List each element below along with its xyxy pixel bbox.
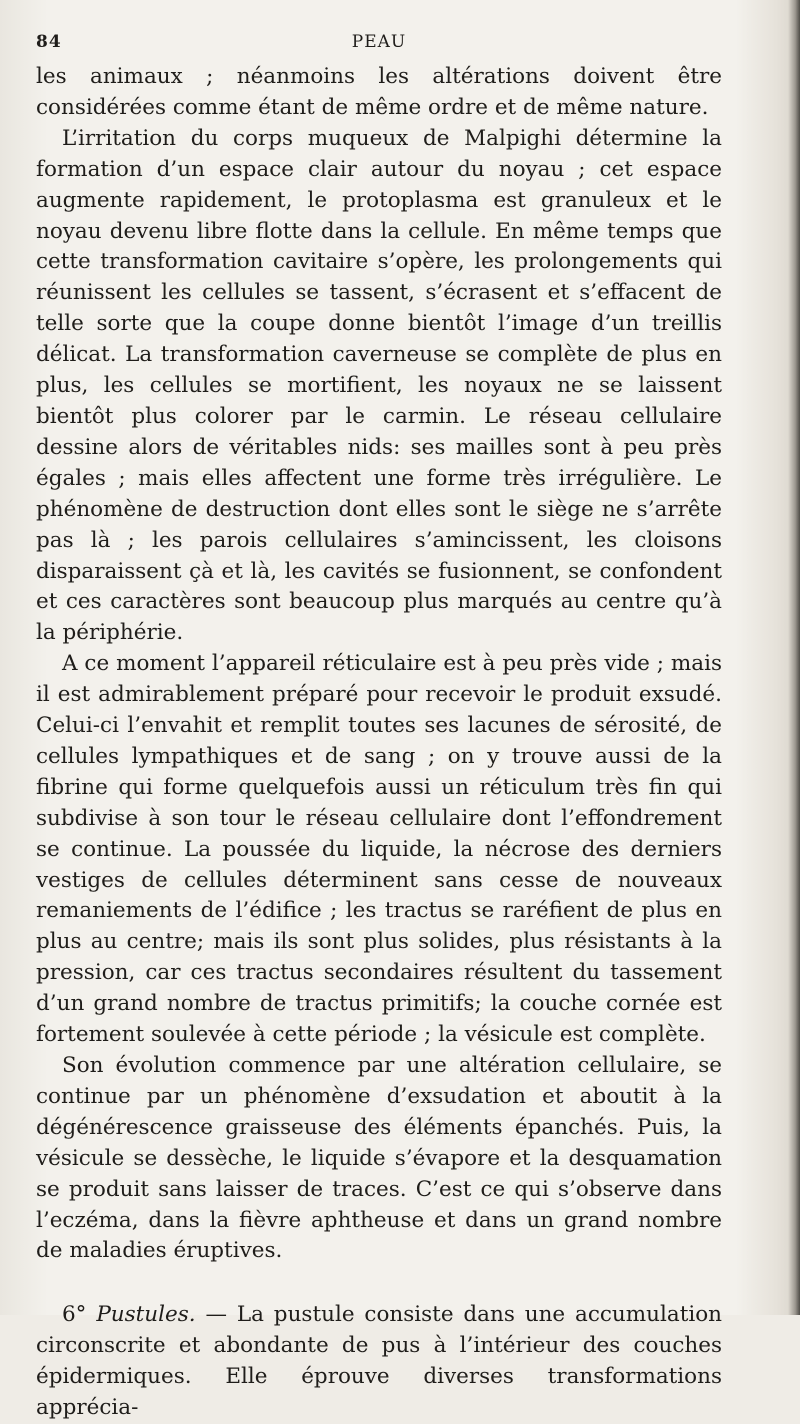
paragraph-irritation: L’irritation du corps muqueux de Malpighi détermine la formation d’un espace clair autour du noyau ; cet espace augmente rapidement, le protoplasma est granuleux et le noyau devenu libre flotte dans la cellule. En même temps que cette transformation cavitaire s’opère, les prolongements qui réunissent les cellules se tassent, s’écrasent et s’effacent de telle sorte que la coupe donne bientôt l’image d’un treillis délicat. La transformation caverneuse se complète de plus en plus, les cellules se mortifient, les noyaux ne se laissent bientôt plus colorer par le carmin. Le réseau cellulaire dessine alors de véritables nids: ses mailles sont à peu près égales ; mais elles affectent une forme très irrégulière. Le phénomène de destruction dont elles sont le siège ne s’arrête pas là ; les parois cellulaires s’amincissent, les cloisons disparaissent çà et là, les cavités se fusionnent, se confondent et ces caractères sont beaucoup plus marqués au centre qu’à la périphérie.: [36, 125, 722, 646]
section-number: 6°: [62, 1302, 87, 1328]
page-number: 84: [36, 32, 62, 52]
section-text: — La pustule consiste dans une accumulation circonscrite et abondante de pus à l’intérieur des couches épidermiques. Elle éprouve diverses transformations apprécia-: [36, 1302, 722, 1421]
paragraph-reticular-apparatus: A ce moment l’appareil réticulaire est à peu près vide ; mais il est admirablement préparé pour recevoir le produit exsudé. Celui-ci l’envahit et remplit toutes ses lacunes de sérosité, de cellules lympathiques et de sang ; on y trouve aussi de la fibrine qui forme quelquefois aussi un réticulum très fin qui subdivise à son tour le réseau cellulaire dont l’effondrement se continue. La poussée du liquide, la nécrose des derniers vestiges de cellules déterminent sans cesse de nouveaux remaniements de l’édifice ; les tractus se raréfient de plus en plus au centre; mais ils sont plus solides, plus résistants à la pression, car ces tractus secondaires résultent du tassement d’un grand nombre de tractus primitifs; la couche cornée est fortement soulevée à cette période ; la vésicule est complète.: [36, 651, 722, 1048]
section-pustules: [36, 1300, 722, 1424]
paragraph-evolution: Son évolution commence par une altération cellulaire, se continue par un phénomène d’exsudation et aboutit à la dégénérescence graisseuse des éléments épanchés. Puis, la vésicule se dessèche, le liquide s’évapore et la desquamation se produit sans laisser de traces. C’est ce qui s’observe dans l’eczéma, dans la fièvre aphtheuse et dans un grand nombre de maladies éruptives.: [36, 1053, 722, 1264]
running-title: PEAU: [351, 32, 407, 52]
body-text: [36, 62, 722, 1424]
running-header: [36, 26, 722, 62]
section-label: Pustules.: [96, 1302, 196, 1328]
paragraph-continuation: les animaux ; néanmoins les altérations doivent être considérées comme étant de même ordre et de même nature.: [36, 64, 722, 120]
page-spine-shadow: [788, 0, 800, 1315]
